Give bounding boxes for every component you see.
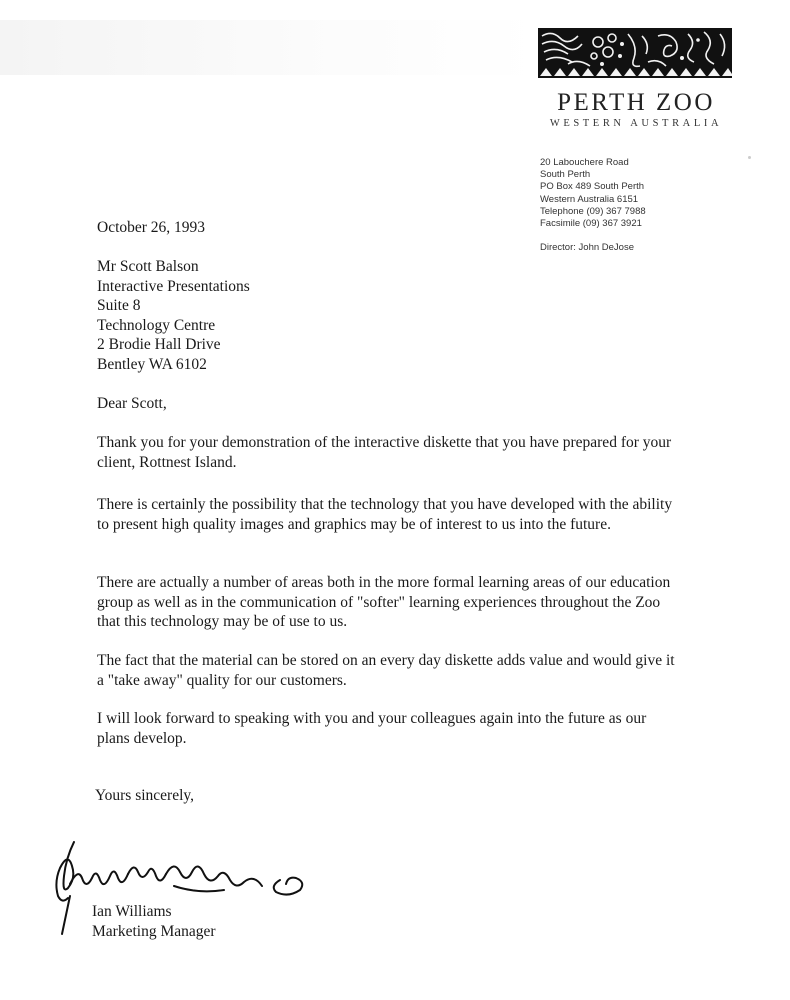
signer-title: Marketing Manager [92,923,216,940]
letterhead-brand [538,90,734,129]
address-line: 20 Labouchere Road [540,157,629,168]
director-line: Director: John DeJose [540,242,634,253]
body-paragraph: There is certainly the possibility that the technology that you have developed with the ability to present high quality images and graphics may be of interest to us into the future. [97,496,673,533]
letterhead-address [540,157,646,230]
address-line: South Perth [540,169,591,181]
body-paragraph: There are actually a number of areas both in the more formal learning areas of our education group as well as in the communication of "softer" learning experiences throughout the Zoo that this technology may be of use to us. [97,574,671,630]
recipient-address [97,257,250,374]
salutation: Dear Scott, [97,395,167,412]
organization-subtitle: WESTERN AUSTRALIA [549,118,723,129]
facsimile-line: Facsimile (09) 367 3921 [540,218,642,230]
signature-block [92,902,216,942]
closing: Yours sincerely, [95,787,195,804]
letter-date: October 26, 1993 [97,219,206,236]
scan-speck [748,156,751,159]
signer-name: Ian Williams [92,903,172,920]
recipient-address-line: Suite 8 [97,297,141,314]
address-line: Western Australia 6151 [540,193,639,205]
recipient-address-line: Technology Centre [97,316,216,334]
recipient-company: Interactive Presentations [97,277,250,295]
recipient-address-line: Bentley WA 6102 [97,355,207,373]
recipient-name: Mr Scott Balson [97,258,199,275]
scan-smudge [0,20,540,75]
recipient-address-line: 2 Brodie Hall Drive [97,336,221,353]
telephone-line: Telephone (09) 367 7988 [540,205,646,217]
body-paragraph: I will look forward to speaking with you and your colleagues again into the future as our plans develop. [97,710,647,747]
address-line: PO Box 489 South Perth [540,181,645,193]
organization-name: PERTH ZOO [557,89,715,116]
zoo-animal-pattern-logo-icon [538,28,732,78]
body-paragraph: The fact that the material can be stored on an every day diskette adds value and would give it a "take away" quality for our customers. [97,652,675,689]
body-paragraph: Thank you for your demonstration of the interactive diskette that you have prepared for your client, Rottnest Island. [97,434,672,471]
